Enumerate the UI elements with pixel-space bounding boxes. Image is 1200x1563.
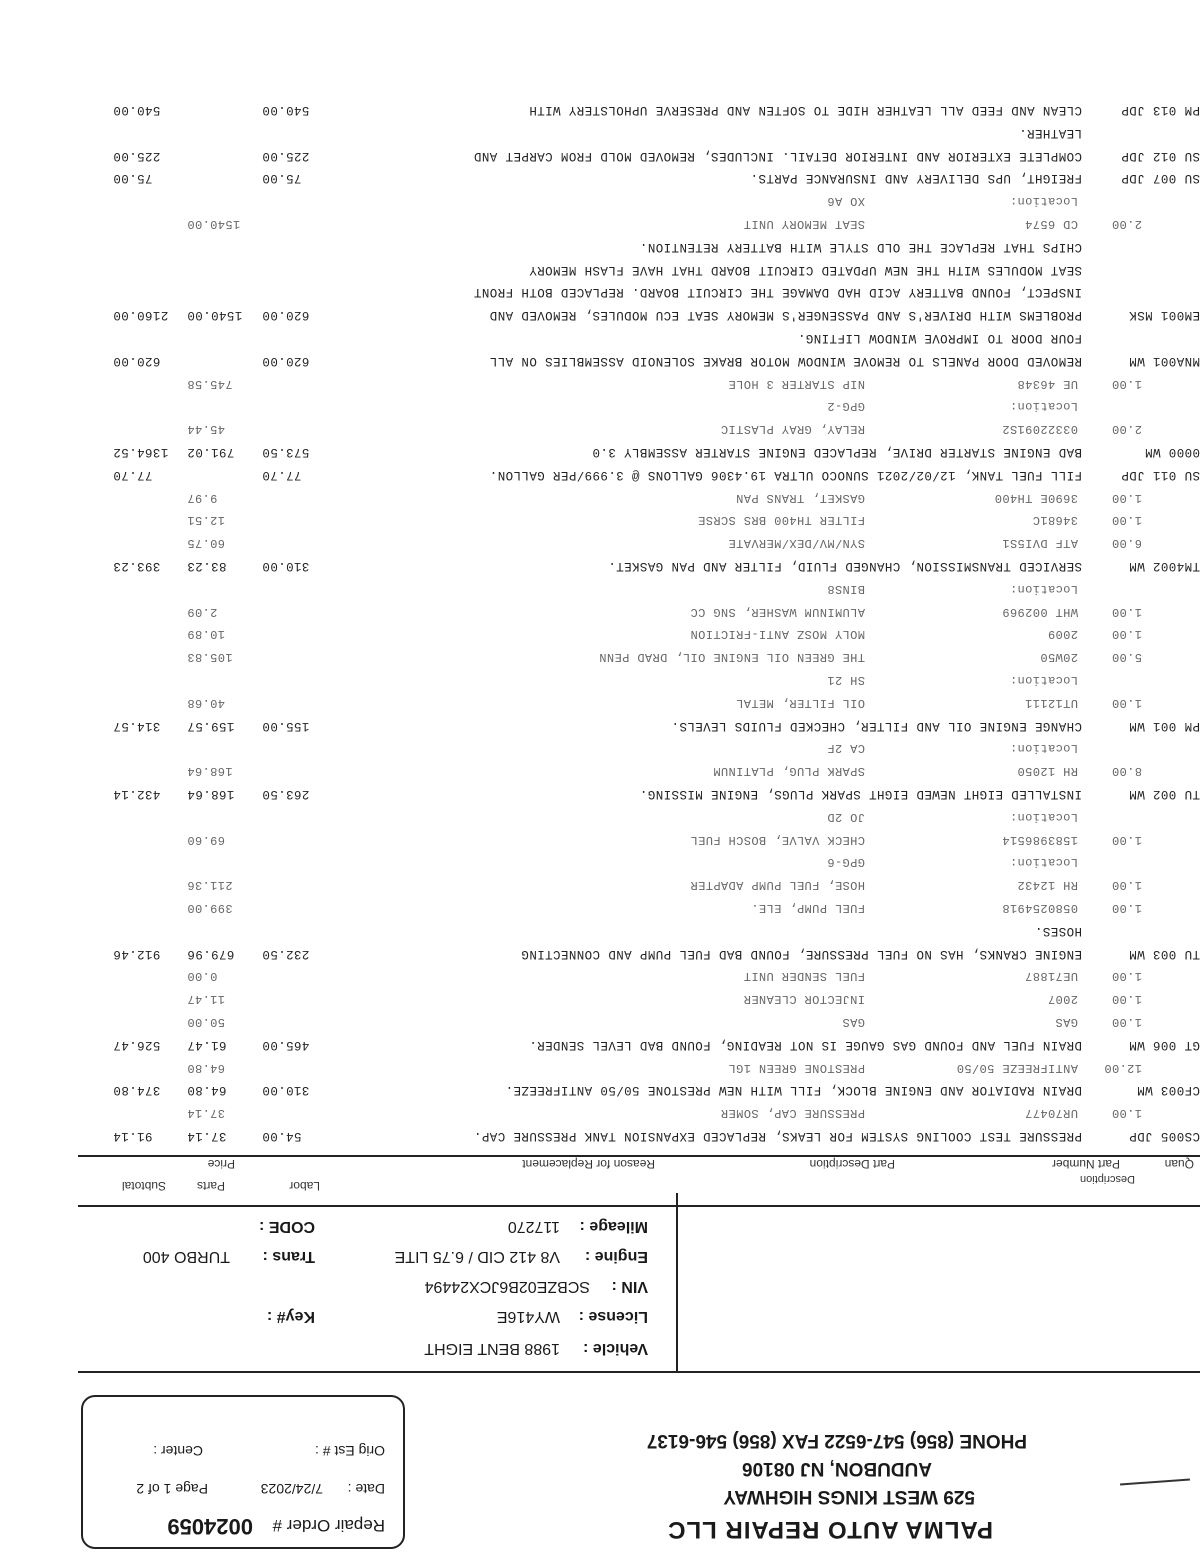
op-code: CS005 JDP (1128, 1129, 1200, 1143)
op-code: TU 003 WM (1128, 946, 1200, 961)
part-qty: 1.00 (1111, 878, 1142, 893)
part-number: 03322091S2 (1001, 422, 1078, 437)
part-description: JO 2D (826, 809, 865, 824)
part-number: 3690E TH400 (994, 490, 1078, 505)
part-description: GPG-2 (826, 399, 865, 414)
part-description: RELAY, GRAY PLASTIC (720, 422, 865, 437)
col-description: Description (1079, 1173, 1135, 1185)
code-label: CODE : (259, 1218, 315, 1235)
col-subtotal: Subtotal (121, 1179, 166, 1193)
part-description: FUEL SENDER UNIT (743, 969, 865, 984)
repair-order-label: Repair Order # (272, 1516, 385, 1535)
part-price: 745.58 (187, 376, 233, 391)
part-description: HOSE, FUEL PUMP ADAPTER (690, 878, 865, 893)
labor-amount: 310.00 (262, 559, 310, 573)
op-description: PROBLEMS WITH DRIVER'S AND PASSENGER'S MEMORY SEAT ECU MODULES, REMOVED AND (489, 308, 1082, 323)
labor-amount: 54.00 (262, 1129, 302, 1143)
part-qty: 1.00 (1111, 1015, 1142, 1029)
labor-amount: 155.00 (262, 718, 310, 733)
part-description: PRESTONE GREEN 1GL (728, 1060, 865, 1075)
part-description: PRESSURE CAP, SOMER (720, 1106, 865, 1121)
subtotal-amount: 540.00 (113, 103, 161, 117)
part-price: 1540.00 (187, 217, 241, 231)
part-number: UE 46348 (1017, 376, 1078, 391)
pen-mark (1120, 1479, 1190, 1486)
op-code: GT 006 WM (1128, 1037, 1200, 1052)
op-description: DRAIN FUEL AND FOUND GAS GAUGE IS NOT READING, FOUND BAD LEVEL SENDER. (528, 1037, 1082, 1052)
subtotal-amount: 1364.52 (113, 445, 169, 459)
part-number: Location: (1009, 741, 1078, 756)
op-description: REMOVED DOOR PANELS TO REMOVE WINDOW MOTOR BRAKE SOLENOID ASSEMBLIES ON ALL (489, 353, 1082, 368)
mileage-label: Mileage : (579, 1218, 648, 1235)
divider-top (78, 1371, 1200, 1373)
license-value: WY416E (496, 1308, 560, 1325)
part-description: SH 21 (826, 673, 865, 687)
parts-amount: 791.02 (187, 445, 235, 459)
op-code: MNA001 WM (1128, 353, 1200, 368)
col-price: Price (207, 1157, 235, 1171)
op-description: FILL FUEL TANK, 12/02/2021 SUNOCO ULTRA 19.4306 GALLONS @ 3.999/PER GALLON. (489, 467, 1082, 482)
labor-amount: 232.50 (262, 946, 310, 961)
op-code: CF003 WM (1136, 1083, 1200, 1098)
part-number: 0580254918 (1001, 901, 1078, 915)
labor-amount: 77.70 (262, 467, 302, 482)
subtotal-amount: 77.70 (113, 467, 153, 482)
parts-amount: 37.14 (187, 1129, 227, 1143)
part-description: SEAT MEMORY UNIT (743, 217, 865, 231)
part-description: FUEL PUMP, ELE. (750, 901, 865, 915)
part-number: 34681C (1032, 513, 1078, 528)
part-qty: 12.00 (1103, 1060, 1142, 1075)
part-qty: 1.00 (1111, 1106, 1142, 1121)
date-label: Date : (347, 1481, 385, 1497)
part-description: INJECTOR CLEANER (743, 992, 865, 1007)
part-price: 10.89 (187, 627, 226, 642)
op-code: SU 011 JDP (1120, 467, 1200, 482)
part-number: RH 12050 (1017, 764, 1078, 779)
part-description: FILTER TH400 BRS SCRSE (697, 513, 865, 528)
part-description: MOLY MOSZ ANTI-FRICTION (690, 627, 865, 642)
op-description: INSTALLED EIGHT NEWED EIGHT SPARK PLUGS, ENGINE MISSING. (639, 787, 1082, 801)
labor-amount: 225.00 (262, 148, 310, 163)
license-label: License : (578, 1308, 648, 1325)
shop-address-line2: AUDUBON, NJ 08106 (741, 1458, 932, 1479)
vehicle-label: Vehicle : (583, 1340, 648, 1357)
col-part-number: Part Number (1051, 1157, 1120, 1171)
part-number: ATF DVI5S1 (1001, 536, 1078, 551)
col-parts: Parts (196, 1179, 225, 1193)
part-price: 45.44 (187, 422, 226, 437)
part-qty: 2.00 (1111, 422, 1142, 437)
labor-amount: 75.00 (262, 171, 302, 186)
op-description: CLEAN AND FEED ALL LEATHER HIDE TO SOFTEN AND PRESERVE UPHOLSTERY WITH (528, 103, 1082, 117)
engine-value: V8 412 CID / 6.75 LITE (394, 1248, 560, 1265)
parts-amount: 159.57 (187, 718, 235, 733)
part-price: 11.47 (187, 992, 226, 1007)
divider-columns (78, 1155, 1200, 1157)
part-qty: 2.00 (1111, 217, 1142, 231)
subtotal-amount: 75.00 (113, 171, 153, 186)
op-description-continued: CHIPS THAT REPLACE THE OLD STYLE WITH BATTERY RETENTION. (639, 239, 1082, 254)
part-qty: 1.00 (1111, 490, 1142, 505)
col-reason: Reason for Replacement (522, 1157, 655, 1171)
part-price: 12.51 (187, 513, 226, 528)
date-value: 7/24/2023 (260, 1481, 323, 1497)
part-description: OIL FILTER, METAL (735, 695, 865, 710)
repair-order-box (81, 1395, 405, 1549)
part-price: 211.36 (187, 878, 233, 893)
key-label: Key# : (266, 1308, 315, 1325)
part-price: 2.09 (187, 604, 218, 619)
part-price: 0.00 (187, 969, 218, 984)
op-description: PRESSURE TEST COOLING SYSTEM FOR LEAKS, REPLACED EXPANSION TANK PRESSURE CAP. (473, 1129, 1082, 1143)
part-number: Location: (1009, 673, 1078, 687)
op-description: COMPLETE EXTERIOR AND INTERIOR DETAIL. INCLUDES, REMOVED MOLD FROM CARPET AND (473, 148, 1082, 163)
part-price: 60.75 (187, 536, 226, 551)
trans-label: Trans : (262, 1248, 315, 1265)
part-number: RH 12432 (1017, 878, 1078, 893)
parts-amount: 83.23 (187, 559, 227, 573)
part-description: BINS8 (826, 581, 865, 596)
part-price: 69.60 (187, 832, 226, 847)
subtotal-amount: 2160.00 (113, 308, 169, 323)
op-code: TU 002 WM (1128, 787, 1200, 801)
labor-amount: 263.50 (262, 787, 310, 801)
part-number: 1583986514 (1001, 832, 1078, 847)
part-price: 105.83 (187, 650, 233, 665)
part-description: SPARK PLUG, PLATINUM (712, 764, 865, 779)
op-description-continued: SEAT MODULES WITH THE NEW UPDATED CIRCUIT BOARD THAT HAVE FLASH MEMORY (528, 262, 1082, 277)
part-number: Location: (1009, 581, 1078, 596)
op-code: EM001 MSK (1128, 308, 1200, 323)
part-price: 399.00 (187, 901, 233, 915)
part-number: 20W50 (1039, 650, 1078, 665)
part-price: 9.97 (187, 490, 218, 505)
op-code: SU 012 JDP (1120, 148, 1200, 163)
parts-amount: 61.47 (187, 1037, 227, 1052)
mileage-value: 117270 (507, 1218, 560, 1235)
part-price: 40.68 (187, 695, 226, 710)
part-description: THE GREEN OIL ENGINE OIL, DRAD PENN (598, 650, 865, 665)
trans-value: TURBO 400 (142, 1248, 230, 1265)
part-description: CA 2F (826, 741, 865, 756)
col-part-description: Part Description (809, 1157, 895, 1171)
part-price: 64.80 (187, 1060, 226, 1075)
subtotal-amount: 432.14 (113, 787, 161, 801)
repair-order-number: 0024059 (167, 1514, 253, 1539)
vehicle-value: 1988 BENT EIGHT (424, 1340, 560, 1357)
col-labor: Labor (289, 1179, 320, 1193)
part-description: CHECK VALVE, BOSCH FUEL (690, 832, 865, 847)
op-description: FREIGHT, UPS DELIVERY AND INSURANCE PARTS. (750, 171, 1082, 186)
part-price: 50.00 (187, 1015, 226, 1029)
op-description: DRAIN RADIATOR AND ENGINE BLOCK, FILL WITH NEW PRESTONE 50/50 ANTIFREEZE. (505, 1083, 1082, 1098)
part-description: GAS (842, 1015, 865, 1029)
part-number: GAS (1055, 1015, 1078, 1029)
part-number: Location: (1009, 194, 1078, 209)
op-description: ENGINE CRANKS, HAS NO FUEL PRESSURE, FOUND BAD FUEL PUMP AND CONNECTING (521, 946, 1082, 961)
op-description: SERVICED TRANSMISSION, CHANGED FLUID, FILTER AND PAN GASKET. (607, 559, 1082, 573)
labor-amount: 310.00 (262, 1083, 310, 1098)
orig-est-label: Orig Est # : (314, 1443, 385, 1459)
part-description: SYN/MV/DEX/MERVATE (728, 536, 865, 551)
subtotal-amount: 91.14 (113, 1129, 153, 1143)
part-description: XO A6 (826, 194, 865, 209)
part-number: CD 6574 (1024, 217, 1078, 231)
part-qty: 1.00 (1111, 901, 1142, 915)
labor-amount: 620.00 (262, 308, 310, 323)
page-indicator: Page 1 of 2 (136, 1481, 208, 1497)
op-code: TM4002 WM (1128, 559, 1200, 573)
part-qty: 1.00 (1111, 376, 1142, 391)
part-qty: 6.00 (1111, 536, 1142, 551)
shop-phone-fax: PHONE (856) 547-6522 FAX (856) 546-6137 (646, 1430, 1027, 1451)
vehicle-block-divider (676, 1193, 678, 1373)
labor-amount: 540.00 (262, 103, 310, 117)
op-code: PM 001 WM (1128, 718, 1200, 733)
part-qty: 1.00 (1111, 513, 1142, 528)
subtotal-amount: 526.47 (113, 1037, 161, 1052)
part-number: UR70477 (1024, 1106, 1078, 1121)
op-description-continued: INSPECT, FOUND BATTERY ACID HAD DAMAGE THE CIRCUIT BOARD. REPLACED BOTH FRONT (473, 285, 1082, 300)
op-description: BAD ENGINE STARTER DRIVE, REPLACED ENGINE STARTER ASSEMBLY 3.0 (592, 445, 1082, 459)
parts-amount: 64.80 (187, 1083, 227, 1098)
op-description: CHANGE ENGINE OIL AND FILTER, CHECKED FLUIDS LEVELS. (671, 718, 1082, 733)
part-qty: 1.00 (1111, 604, 1142, 619)
shop-name: PALMA AUTO REPAIR LLC (667, 1516, 993, 1543)
divider-middle (78, 1205, 1200, 1207)
vin-value: SCBZE02B6JCX24494 (424, 1278, 590, 1295)
part-number: ANTIFREEZE 50/50 (956, 1060, 1078, 1075)
subtotal-amount: 912.46 (113, 946, 161, 961)
part-number: 2009 (1047, 627, 1078, 642)
part-number: 2007 (1047, 992, 1078, 1007)
labor-amount: 465.00 (262, 1037, 310, 1052)
op-description-continued: HOSES. (1034, 923, 1082, 938)
op-code: SU 007 JDP (1120, 171, 1200, 186)
part-price: 37.14 (187, 1106, 226, 1121)
parts-amount: 168.64 (187, 787, 235, 801)
subtotal-amount: 393.23 (113, 559, 161, 573)
part-qty: 1.00 (1111, 969, 1142, 984)
labor-amount: 573.50 (262, 445, 310, 459)
part-qty: 5.00 (1111, 650, 1142, 665)
part-number: Location: (1009, 399, 1078, 414)
part-description: NIP STARTER 3 HOLE (728, 376, 865, 391)
part-number: WHT 002969 (1001, 604, 1078, 619)
op-code: 0000 WM (1144, 445, 1200, 459)
shop-address-line1: 529 WEST KINGS HIGHWAY (723, 1486, 975, 1507)
part-price: 168.64 (187, 764, 233, 779)
parts-amount: 1540.00 (187, 308, 243, 323)
part-qty: 8.00 (1111, 764, 1142, 779)
part-number: UT12111 (1024, 695, 1078, 710)
subtotal-amount: 374.80 (113, 1083, 161, 1098)
center-label: Center : (153, 1443, 203, 1459)
op-description-continued: LEATHER. (1018, 125, 1082, 140)
subtotal-amount: 620.00 (113, 353, 161, 368)
part-number: Location: (1009, 809, 1078, 824)
labor-amount: 620.00 (262, 353, 310, 368)
part-qty: 1.00 (1111, 832, 1142, 847)
part-description: GPG-6 (826, 855, 865, 870)
col-quan: Quan (1164, 1157, 1194, 1171)
subtotal-amount: 314.57 (113, 718, 161, 733)
part-description: GASKET, TRANS PAN (735, 490, 865, 505)
parts-amount: 679.96 (187, 946, 235, 961)
part-qty: 1.00 (1111, 695, 1142, 710)
op-code: PM 013 JDP (1120, 103, 1200, 117)
part-number: Location: (1009, 855, 1078, 870)
op-description-continued: FOUR DOOR TO IMPROVE WINDOW LIFTING. (797, 331, 1082, 345)
vin-label: VIN : (611, 1278, 648, 1295)
part-qty: 1.00 (1111, 992, 1142, 1007)
subtotal-amount: 225.00 (113, 148, 161, 163)
part-description: ALUMINUM WASHER, SNG CC (690, 604, 865, 619)
part-number: UE71887 (1024, 969, 1078, 984)
engine-label: Engine : (584, 1248, 648, 1265)
part-qty: 1.00 (1111, 627, 1142, 642)
